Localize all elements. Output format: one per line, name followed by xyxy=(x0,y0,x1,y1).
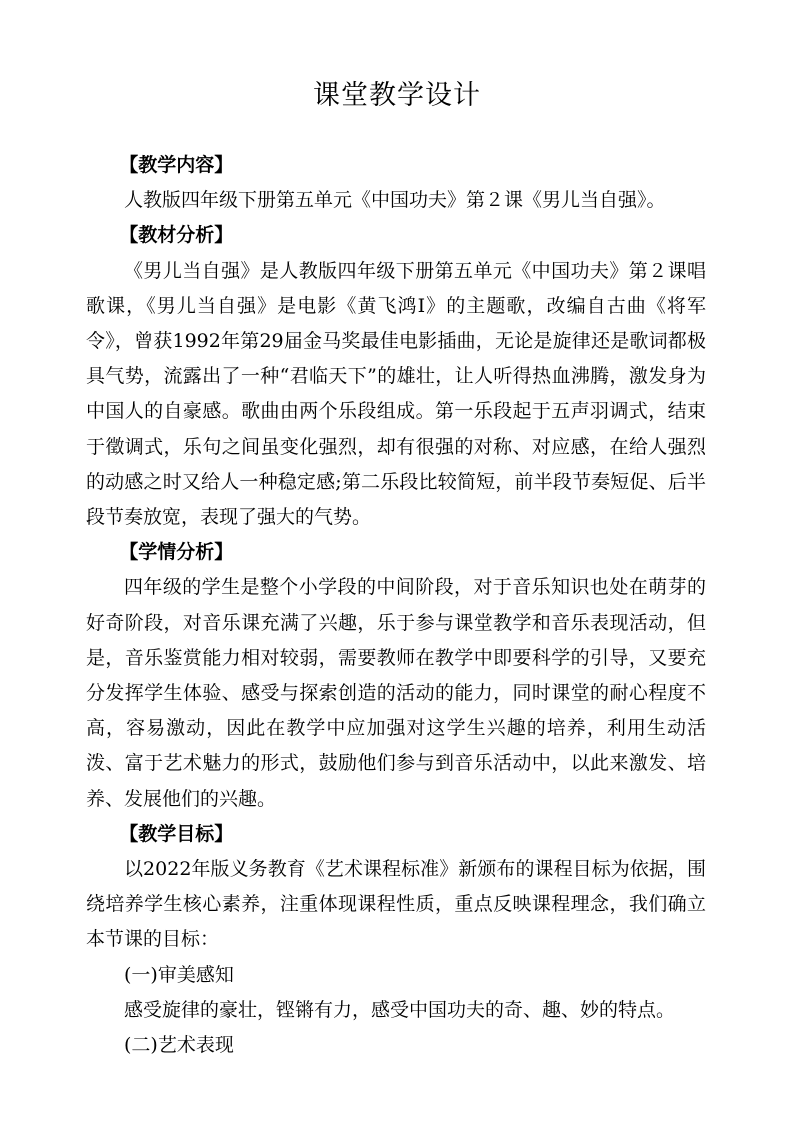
goal-item-text: 感受旋律的豪壮，铿锵有力，感受中国功夫的奇、趣、妙的特点。 xyxy=(124,998,676,1021)
section-heading-teaching-goals: 【教学目标】 xyxy=(119,822,234,845)
paragraph-teaching-goals: 以2022年版义务教育《艺术课程标准》新颁布的课程目标为依据，围绕培养学生核心素养，注重体现课程性质，重点反映课程理念，我们确立本节课的目标： xyxy=(86,858,706,951)
paragraph-student-analysis: 四年级的学生是整个小学段的中间阶段，对于音乐知识也处在萌芽的好奇阶段，对音乐课充满了兴趣，乐于参与课堂教学和音乐表现活动，但是，音乐鉴赏能力相对较弱，需要教师在教学中即要科学的引导，又要充分发挥学生体验、感受与探索创造的活动的能力，同时课堂的耐心程度不高，容易激动，因此在教学中应加强对这学生兴趣的培养，利用生动活泼、富于艺术魅力的形式，鼓励他们参与到音乐活动中，以此来激发、培养、发展他们的兴趣。 xyxy=(86,576,706,810)
document-title: 课堂教学设计 xyxy=(313,80,481,111)
document-body xyxy=(86,148,706,1063)
section-heading-student-analysis: 【学情分析】 xyxy=(119,541,234,564)
goal-item-label: (二)艺术表现 xyxy=(124,1034,234,1057)
paragraph-teaching-content: 人教版四年级下册第五单元《中国功夫》第２课《男儿当自强》。 xyxy=(124,189,666,212)
paragraph-material-analysis: 《男儿当自强》是人教版四年级下册第五单元《中国功夫》第２课唱歌课，《男儿当自强》是电影《黄飞鸿Ⅰ》的主题歌，改编自古曲《将军令》，曾获1992年第29届金马奖最佳电影插曲，无论是旋律还是歌词都极具气势，流露出了一种“君临天下”的雄壮，让人听得热血沸腾，激发身为中国人的自豪感。歌曲由两个乐段组成。第一乐段起于五声羽调式，结束于徵调式，乐句之间虽变化强烈，却有很强的对称、对应感，在给人强烈的动感之时又给人一种稳定感;第二乐段比较简短，前半段节奏短促、后半段节奏放宽，表现了强大的气势。 xyxy=(86,259,706,529)
section-heading-teaching-content: 【教学内容】 xyxy=(119,154,234,176)
section-heading-material-analysis: 【教材分析】 xyxy=(119,224,234,247)
goal-item-label: (一)审美感知 xyxy=(124,963,234,986)
